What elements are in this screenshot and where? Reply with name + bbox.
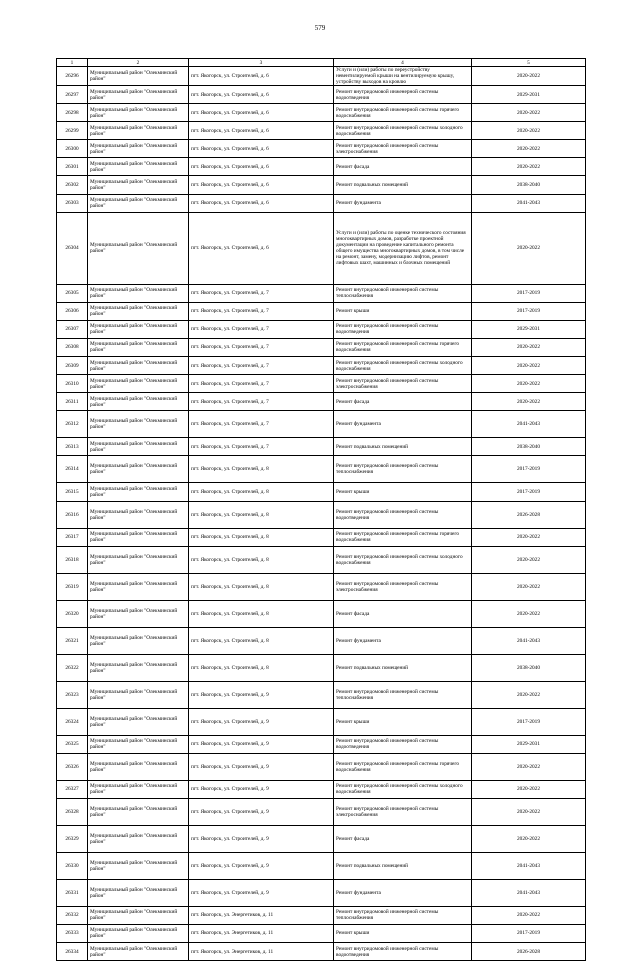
address-cell: пгт. Якогорск, ул. Строителей, д. 6 <box>189 158 334 176</box>
period-cell: 2038-2040 <box>472 438 586 456</box>
address-cell: пгт. Якогорск, ул. Строителей, д. 7 <box>189 438 334 456</box>
period-cell: 2017-2019 <box>472 284 586 302</box>
table-row <box>57 393 586 411</box>
district-cell: Муниципальный район "Олекминский район" <box>88 501 189 528</box>
work-type-cell: Ремонт внутридомовой инженерной системы холодного водоснабжения <box>334 122 472 140</box>
table-row <box>57 122 586 140</box>
period-cell: 2020-2022 <box>472 357 586 375</box>
table-header <box>57 59 586 67</box>
row-number-cell: 26333 <box>57 924 88 942</box>
address-cell: пгт. Якогорск, ул. Строителей, д. 9 <box>189 879 334 906</box>
row-number-cell: 26311 <box>57 393 88 411</box>
district-cell: Муниципальный район "Олекминский район" <box>88 780 189 798</box>
period-cell: 2026-2028 <box>472 942 586 960</box>
work-type-cell: Ремонт внутридомовой инженерной системы холодного водоснабжения <box>334 546 472 573</box>
work-type-cell: Ремонт фундамента <box>334 627 472 654</box>
table-row <box>57 456 586 483</box>
period-cell: 2041-2043 <box>472 627 586 654</box>
district-cell: Муниципальный район "Олекминский район" <box>88 393 189 411</box>
address-cell: пгт. Якогорск, ул. Строителей, д. 8 <box>189 600 334 627</box>
row-number-cell: 26332 <box>57 906 88 924</box>
district-cell: Муниципальный район "Олекминский район" <box>88 212 189 284</box>
row-number-cell: 26303 <box>57 194 88 212</box>
column-header-3: 3 <box>189 59 334 67</box>
address-cell: пгт. Якогорск, ул. Строителей, д. 6 <box>189 140 334 158</box>
work-type-cell: Услуги и (или) работы по оценке технического состояния многоквартирных домов, разработке проектной документации на проведение капитального ремонта общего имущества многоквартирных домов, в том числе на ремонт, замену, модернизацию лифтов, ремонт лифтовых шахт, машинных и блочных помещений <box>334 212 472 284</box>
table-row <box>57 528 586 546</box>
row-number-cell: 26328 <box>57 798 88 825</box>
district-cell: Муниципальный район "Олекминский район" <box>88 600 189 627</box>
work-type-cell: Услуги и (или) работы по переустройству невентилируемой крыши на вентилируемую крышу, устройству выходов на кровлю <box>334 67 472 86</box>
row-number-cell: 26312 <box>57 411 88 438</box>
table-row <box>57 284 586 302</box>
address-cell: пгт. Якогорск, ул. Строителей, д. 9 <box>189 825 334 852</box>
period-cell: 2017-2019 <box>472 708 586 735</box>
address-cell: пгт. Якогорск, ул. Строителей, д. 7 <box>189 320 334 338</box>
address-cell: пгт. Якогорск, ул. Строителей, д. 6 <box>189 86 334 104</box>
work-type-cell: Ремонт внутридомовой инженерной системы горячего водоснабжения <box>334 528 472 546</box>
column-header-2: 2 <box>88 59 189 67</box>
period-cell: 2041-2043 <box>472 852 586 879</box>
work-type-cell: Ремонт внутридомовой инженерной системы теплоснабжения <box>334 284 472 302</box>
table-row <box>57 320 586 338</box>
period-cell: 2020-2022 <box>472 528 586 546</box>
work-type-cell: Ремонт внутридомовой инженерной системы холодного водоснабжения <box>334 357 472 375</box>
period-cell: 2017-2019 <box>472 924 586 942</box>
table-row <box>57 924 586 942</box>
table-row <box>57 546 586 573</box>
address-cell: пгт. Якогорск, ул. Строителей, д. 9 <box>189 852 334 879</box>
period-cell: 2020-2022 <box>472 780 586 798</box>
period-cell: 2020-2022 <box>472 546 586 573</box>
period-cell: 2029-2031 <box>472 86 586 104</box>
row-number-cell: 26301 <box>57 158 88 176</box>
district-cell: Муниципальный район "Олекминский район" <box>88 654 189 681</box>
district-cell: Муниципальный район "Олекминский район" <box>88 906 189 924</box>
work-type-cell: Ремонт внутридомовой инженерной системы электроснабжения <box>334 140 472 158</box>
work-type-cell: Ремонт фасада <box>334 600 472 627</box>
period-cell: 2020-2022 <box>472 67 586 86</box>
district-cell: Муниципальный район "Олекминский район" <box>88 122 189 140</box>
period-cell: 2020-2022 <box>472 393 586 411</box>
district-cell: Муниципальный район "Олекминский район" <box>88 483 189 501</box>
period-cell: 2041-2043 <box>472 194 586 212</box>
work-type-cell: Ремонт внутридомовой инженерной системы электроснабжения <box>334 375 472 393</box>
address-cell: пгт. Якогорск, ул. Строителей, д. 9 <box>189 681 334 708</box>
row-number-cell: 26320 <box>57 600 88 627</box>
address-cell: пгт. Якогорск, ул. Строителей, д. 8 <box>189 528 334 546</box>
period-cell: 2020-2022 <box>472 375 586 393</box>
address-cell: пгт. Якогорск, ул. Строителей, д. 7 <box>189 357 334 375</box>
table-row <box>57 158 586 176</box>
work-type-cell: Ремонт фундамента <box>334 194 472 212</box>
table-row <box>57 852 586 879</box>
address-cell: пгт. Якогорск, ул. Строителей, д. 6 <box>189 122 334 140</box>
capital-repair-table <box>56 58 586 961</box>
period-cell: 2020-2022 <box>472 122 586 140</box>
district-cell: Муниципальный район "Олекминский район" <box>88 708 189 735</box>
district-cell: Муниципальный район "Олекминский район" <box>88 320 189 338</box>
district-cell: Муниципальный район "Олекминский район" <box>88 879 189 906</box>
table-row <box>57 86 586 104</box>
work-type-cell: Ремонт фундамента <box>334 411 472 438</box>
table-row <box>57 338 586 356</box>
district-cell: Муниципальный район "Олекминский район" <box>88 681 189 708</box>
period-cell: 2026-2028 <box>472 501 586 528</box>
row-number-cell: 26305 <box>57 284 88 302</box>
address-cell: пгт. Якогорск, ул. Строителей, д. 6 <box>189 176 334 194</box>
work-type-cell: Ремонт внутридомовой инженерной системы холодного водоснабжения <box>334 780 472 798</box>
page-number: 579 <box>314 24 326 32</box>
table-row <box>57 302 586 320</box>
work-type-cell: Ремонт внутридомовой инженерной системы электроснабжения <box>334 573 472 600</box>
row-number-cell: 26316 <box>57 501 88 528</box>
district-cell: Муниципальный район "Олекминский район" <box>88 158 189 176</box>
period-cell: 2041-2043 <box>472 879 586 906</box>
address-cell: пгт. Якогорск, ул. Строителей, д. 8 <box>189 654 334 681</box>
period-cell: 2020-2022 <box>472 753 586 780</box>
period-cell: 2020-2022 <box>472 158 586 176</box>
work-type-cell: Ремонт фасада <box>334 393 472 411</box>
district-cell: Муниципальный район "Олекминский район" <box>88 140 189 158</box>
work-type-cell: Ремонт внутридомовой инженерной системы теплоснабжения <box>334 456 472 483</box>
district-cell: Муниципальный район "Олекминский район" <box>88 573 189 600</box>
address-cell: пгт. Якогорск, ул. Строителей, д. 8 <box>189 627 334 654</box>
district-cell: Муниципальный район "Олекминский район" <box>88 798 189 825</box>
row-number-cell: 26306 <box>57 302 88 320</box>
row-number-cell: 26297 <box>57 86 88 104</box>
column-header-5: 5 <box>472 59 586 67</box>
work-type-cell: Ремонт внутридомовой инженерной системы водоотведения <box>334 86 472 104</box>
address-cell: пгт. Якогорск, ул. Энергетиков, д. 11 <box>189 924 334 942</box>
period-cell: 2020-2022 <box>472 798 586 825</box>
table-row <box>57 681 586 708</box>
work-type-cell: Ремонт фундамента <box>334 879 472 906</box>
address-cell: пгт. Якогорск, ул. Строителей, д. 6 <box>189 194 334 212</box>
work-type-cell: Ремонт крыши <box>334 924 472 942</box>
period-cell: 2017-2019 <box>472 302 586 320</box>
work-type-cell: Ремонт внутридомовой инженерной системы горячего водоснабжения <box>334 338 472 356</box>
district-cell: Муниципальный район "Олекминский район" <box>88 528 189 546</box>
district-cell: Муниципальный район "Олекминский район" <box>88 104 189 122</box>
row-number-cell: 26314 <box>57 456 88 483</box>
work-type-cell: Ремонт крыши <box>334 302 472 320</box>
work-type-cell: Ремонт крыши <box>334 708 472 735</box>
period-cell: 2020-2022 <box>472 600 586 627</box>
table-body <box>57 67 586 961</box>
period-cell: 2020-2022 <box>472 140 586 158</box>
table-row <box>57 573 586 600</box>
district-cell: Муниципальный район "Олекминский район" <box>88 67 189 86</box>
table-row <box>57 438 586 456</box>
district-cell: Муниципальный район "Олекминский район" <box>88 176 189 194</box>
row-number-cell: 26310 <box>57 375 88 393</box>
table-row <box>57 357 586 375</box>
address-cell: пгт. Якогорск, ул. Строителей, д. 7 <box>189 393 334 411</box>
table-row <box>57 411 586 438</box>
row-number-cell: 26313 <box>57 438 88 456</box>
row-number-cell: 26299 <box>57 122 88 140</box>
work-type-cell: Ремонт внутридомовой инженерной системы водоотведения <box>334 501 472 528</box>
period-cell: 2020-2022 <box>472 825 586 852</box>
row-number-cell: 26327 <box>57 780 88 798</box>
row-number-cell: 26308 <box>57 338 88 356</box>
row-number-cell: 26315 <box>57 483 88 501</box>
work-type-cell: Ремонт подвальных помещений <box>334 176 472 194</box>
address-cell: пгт. Якогорск, ул. Строителей, д. 9 <box>189 753 334 780</box>
district-cell: Муниципальный район "Олекминский район" <box>88 825 189 852</box>
district-cell: Муниципальный район "Олекминский район" <box>88 852 189 879</box>
work-type-cell: Ремонт крыши <box>334 483 472 501</box>
table-row <box>57 906 586 924</box>
row-number-cell: 26300 <box>57 140 88 158</box>
row-number-cell: 26302 <box>57 176 88 194</box>
district-cell: Муниципальный район "Олекминский район" <box>88 627 189 654</box>
period-cell: 2017-2019 <box>472 456 586 483</box>
table-row <box>57 67 586 86</box>
row-number-cell: 26322 <box>57 654 88 681</box>
row-number-cell: 26309 <box>57 357 88 375</box>
table-row <box>57 501 586 528</box>
address-cell: пгт. Якогорск, ул. Строителей, д. 9 <box>189 708 334 735</box>
table-row <box>57 627 586 654</box>
column-header-1: 1 <box>57 59 88 67</box>
address-cell: пгт. Якогорск, ул. Строителей, д. 8 <box>189 573 334 600</box>
work-type-cell: Ремонт внутридомовой инженерной системы горячего водоснабжения <box>334 104 472 122</box>
table-row <box>57 879 586 906</box>
work-type-cell: Ремонт внутридомовой инженерной системы водоотведения <box>334 942 472 960</box>
period-cell: 2020-2022 <box>472 906 586 924</box>
work-type-cell: Ремонт внутридомовой инженерной системы электроснабжения <box>334 798 472 825</box>
district-cell: Муниципальный район "Олекминский район" <box>88 411 189 438</box>
work-type-cell: Ремонт фасада <box>334 825 472 852</box>
district-cell: Муниципальный район "Олекминский район" <box>88 375 189 393</box>
address-cell: пгт. Якогорск, ул. Строителей, д. 7 <box>189 284 334 302</box>
district-cell: Муниципальный район "Олекминский район" <box>88 284 189 302</box>
address-cell: пгт. Якогорск, ул. Строителей, д. 7 <box>189 411 334 438</box>
district-cell: Муниципальный район "Олекминский район" <box>88 753 189 780</box>
row-number-cell: 26307 <box>57 320 88 338</box>
address-cell: пгт. Якогорск, ул. Энергетиков, д. 11 <box>189 906 334 924</box>
address-cell: пгт. Якогорск, ул. Строителей, д. 8 <box>189 546 334 573</box>
table-row <box>57 600 586 627</box>
period-cell: 2020-2022 <box>472 573 586 600</box>
district-cell: Муниципальный район "Олекминский район" <box>88 735 189 753</box>
row-number-cell: 26304 <box>57 212 88 284</box>
table-row <box>57 194 586 212</box>
table-row <box>57 140 586 158</box>
district-cell: Муниципальный район "Олекминский район" <box>88 357 189 375</box>
table-row <box>57 753 586 780</box>
address-cell: пгт. Якогорск, ул. Строителей, д. 8 <box>189 483 334 501</box>
period-cell: 2020-2022 <box>472 104 586 122</box>
table-row <box>57 735 586 753</box>
column-header-4: 4 <box>334 59 472 67</box>
address-cell: пгт. Якогорск, ул. Энергетиков, д. 11 <box>189 942 334 960</box>
address-cell: пгт. Якогорск, ул. Строителей, д. 6 <box>189 212 334 284</box>
address-cell: пгт. Якогорск, ул. Строителей, д. 6 <box>189 104 334 122</box>
work-type-cell: Ремонт фасада <box>334 158 472 176</box>
address-cell: пгт. Якогорск, ул. Строителей, д. 8 <box>189 501 334 528</box>
table-row <box>57 104 586 122</box>
row-number-cell: 26317 <box>57 528 88 546</box>
period-cell: 2038-2040 <box>472 654 586 681</box>
table-row <box>57 708 586 735</box>
work-type-cell: Ремонт внутридомовой инженерной системы водоотведения <box>334 735 472 753</box>
row-number-cell: 26321 <box>57 627 88 654</box>
row-number-cell: 26334 <box>57 942 88 960</box>
row-number-cell: 26298 <box>57 104 88 122</box>
table-row <box>57 375 586 393</box>
period-cell: 2017-2019 <box>472 483 586 501</box>
period-cell: 2029-2031 <box>472 320 586 338</box>
address-cell: пгт. Якогорск, ул. Строителей, д. 7 <box>189 375 334 393</box>
row-number-cell: 26330 <box>57 852 88 879</box>
address-cell: пгт. Якогорск, ул. Строителей, д. 9 <box>189 780 334 798</box>
period-cell: 2029-2031 <box>472 735 586 753</box>
work-type-cell: Ремонт внутридомовой инженерной системы теплоснабжения <box>334 906 472 924</box>
period-cell: 2020-2022 <box>472 212 586 284</box>
work-type-cell: Ремонт подвальных помещений <box>334 438 472 456</box>
row-number-cell: 26319 <box>57 573 88 600</box>
district-cell: Муниципальный район "Олекминский район" <box>88 338 189 356</box>
table-row <box>57 798 586 825</box>
row-number-cell: 26296 <box>57 67 88 86</box>
row-number-cell: 26323 <box>57 681 88 708</box>
row-number-cell: 26325 <box>57 735 88 753</box>
table-row <box>57 942 586 960</box>
address-cell: пгт. Якогорск, ул. Строителей, д. 6 <box>189 67 334 86</box>
address-cell: пгт. Якогорск, ул. Строителей, д. 7 <box>189 338 334 356</box>
address-cell: пгт. Якогорск, ул. Строителей, д. 7 <box>189 302 334 320</box>
period-cell: 2041-2043 <box>472 411 586 438</box>
column-number-row <box>57 59 586 67</box>
work-type-cell: Ремонт подвальных помещений <box>334 852 472 879</box>
table-row <box>57 654 586 681</box>
district-cell: Муниципальный район "Олекминский район" <box>88 302 189 320</box>
row-number-cell: 26324 <box>57 708 88 735</box>
district-cell: Муниципальный район "Олекминский район" <box>88 924 189 942</box>
address-cell: пгт. Якогорск, ул. Строителей, д. 9 <box>189 798 334 825</box>
period-cell: 2038-2040 <box>472 176 586 194</box>
period-cell: 2020-2022 <box>472 338 586 356</box>
district-cell: Муниципальный район "Олекминский район" <box>88 194 189 212</box>
work-type-cell: Ремонт внутридомовой инженерной системы горячего водоснабжения <box>334 753 472 780</box>
work-type-cell: Ремонт внутридомовой инженерной системы водоотведения <box>334 320 472 338</box>
district-cell: Муниципальный район "Олекминский район" <box>88 942 189 960</box>
table-row <box>57 176 586 194</box>
district-cell: Муниципальный район "Олекминский район" <box>88 86 189 104</box>
row-number-cell: 26318 <box>57 546 88 573</box>
row-number-cell: 26329 <box>57 825 88 852</box>
table-row <box>57 483 586 501</box>
district-cell: Муниципальный район "Олекминский район" <box>88 546 189 573</box>
row-number-cell: 26326 <box>57 753 88 780</box>
work-type-cell: Ремонт внутридомовой инженерной системы теплоснабжения <box>334 681 472 708</box>
address-cell: пгт. Якогорск, ул. Строителей, д. 8 <box>189 456 334 483</box>
row-number-cell: 26331 <box>57 879 88 906</box>
period-cell: 2020-2022 <box>472 681 586 708</box>
table-row <box>57 780 586 798</box>
table-row <box>57 212 586 284</box>
district-cell: Муниципальный район "Олекминский район" <box>88 438 189 456</box>
table-row <box>57 825 586 852</box>
work-type-cell: Ремонт подвальных помещений <box>334 654 472 681</box>
district-cell: Муниципальный район "Олекминский район" <box>88 456 189 483</box>
address-cell: пгт. Якогорск, ул. Строителей, д. 9 <box>189 735 334 753</box>
